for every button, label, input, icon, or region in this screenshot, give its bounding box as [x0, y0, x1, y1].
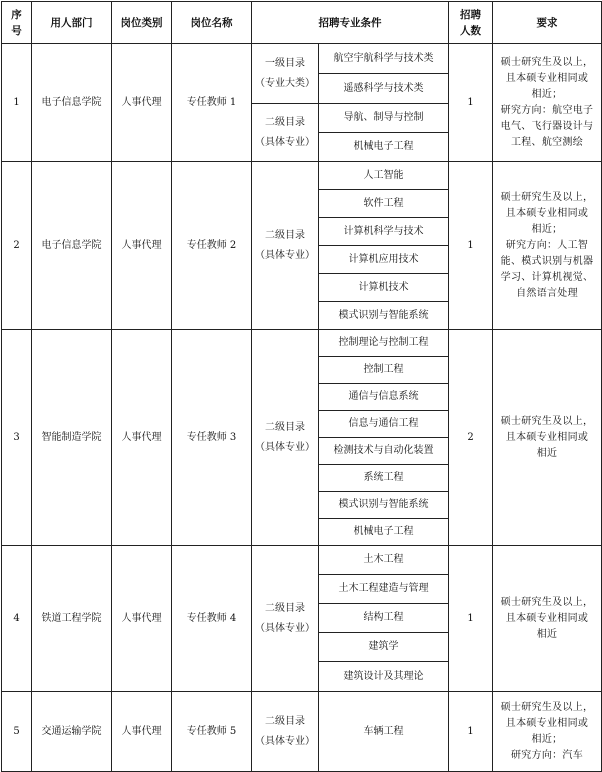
requirement-line: 相近 [536, 447, 558, 459]
dept-cell: 铁道工程学院 [32, 546, 112, 692]
dept-cell: 交通运输学院 [32, 692, 112, 772]
catalog-level-line: 二级目录 [265, 602, 305, 614]
requirement-line: 硕士研究生及以上， [500, 56, 594, 68]
requirement-line: 工程、航空测绘 [510, 136, 584, 148]
major-cell: 遥感科学与技术类 [319, 74, 449, 104]
catalog-level-line: 二级目录 [265, 715, 305, 727]
requirement-line: 研究方向：汽车 [510, 749, 584, 761]
major-cell: 土木工程 [319, 546, 449, 575]
header-requirements: 要求 [493, 2, 602, 44]
catalog-level-cell [252, 104, 319, 162]
requirement-line: 硕士研究生及以上， [500, 415, 594, 427]
header-count: 招聘 人数 [449, 2, 493, 44]
catalog-level-cell [252, 546, 319, 692]
major-cell: 软件工程 [319, 190, 449, 218]
major-cell: 导航、制导与控制 [319, 104, 449, 133]
requirements-cell [493, 44, 602, 162]
major-cell: 建筑学 [319, 633, 449, 662]
position-type-cell: 人事代理 [112, 546, 172, 692]
major-cell: 计算机科学与技术 [319, 218, 449, 246]
catalog-level-line: 一级目录 [265, 57, 305, 69]
dept-cell: 电子信息学院 [32, 44, 112, 162]
position-name-cell: 专任教师 5 [172, 692, 252, 772]
requirement-line: 相近 [536, 628, 558, 640]
major-cell: 人工智能 [319, 162, 449, 190]
requirement-line: 能、模式识别与机器 [500, 255, 594, 267]
header-no: 序 号 [2, 2, 32, 44]
major-cell: 信息与通信工程 [319, 411, 449, 438]
major-cell: 检测技术与自动化装置 [319, 438, 449, 465]
requirement-line: 且本硕专业相同或 [505, 717, 589, 729]
row-number: 2 [2, 162, 32, 330]
header-dept: 用人部门 [32, 2, 112, 44]
major-cell: 机械电子工程 [319, 519, 449, 546]
count-cell: 1 [449, 44, 493, 162]
position-name-cell: 专任教师 2 [172, 162, 252, 330]
catalog-level-line: 二级目录 [265, 229, 305, 241]
header-position-type: 岗位类别 [112, 2, 172, 44]
major-cell: 控制理论与控制工程 [319, 330, 449, 357]
requirement-line: 相近； [531, 223, 563, 235]
major-cell: 结构工程 [319, 604, 449, 633]
major-cell: 计算机技术 [319, 274, 449, 302]
table-row [2, 546, 602, 575]
table-body [2, 44, 602, 772]
count-cell: 1 [449, 162, 493, 330]
requirement-line: 研究方向：人工智 [505, 239, 589, 251]
position-type-cell: 人事代理 [112, 692, 172, 772]
requirements-cell [493, 692, 602, 772]
table-row [2, 162, 602, 190]
catalog-level-line: （具体专业） [255, 136, 315, 148]
catalog-level-line: （具体专业） [255, 735, 315, 747]
major-cell: 车辆工程 [319, 692, 449, 772]
requirement-line: 硕士研究生及以上， [500, 596, 594, 608]
header-position-name: 岗位名称 [172, 2, 252, 44]
position-type-cell: 人事代理 [112, 44, 172, 162]
row-number: 4 [2, 546, 32, 692]
major-cell: 通信与信息系统 [319, 384, 449, 411]
row-number: 5 [2, 692, 32, 772]
catalog-level-line: （具体专业） [255, 249, 315, 261]
catalog-level-cell [252, 692, 319, 772]
requirement-line: 且本硕专业相同或 [505, 612, 589, 624]
requirements-cell [493, 330, 602, 546]
requirement-line: 相近； [531, 88, 563, 100]
dept-cell: 电子信息学院 [32, 162, 112, 330]
requirement-line: 研究方向：航空电子 [500, 104, 594, 116]
count-cell: 1 [449, 546, 493, 692]
requirement-line: 且本硕专业相同或 [505, 207, 589, 219]
catalog-level-line: 二级目录 [265, 116, 305, 128]
row-number: 3 [2, 330, 32, 546]
requirements-cell [493, 162, 602, 330]
major-cell: 计算机应用技术 [319, 246, 449, 274]
catalog-level-cell [252, 330, 319, 546]
recruitment-table [1, 1, 602, 772]
table-row [2, 44, 602, 74]
requirement-line: 硕士研究生及以上， [500, 191, 594, 203]
requirement-line: 相近； [531, 733, 563, 745]
position-name-cell: 专任教师 1 [172, 44, 252, 162]
major-cell: 土木工程建造与管理 [319, 575, 449, 604]
requirement-line: 电气、飞行器设计与 [500, 120, 594, 132]
requirement-line: 且本硕专业相同或 [505, 431, 589, 443]
table-row [2, 330, 602, 357]
position-name-cell: 专任教师 4 [172, 546, 252, 692]
major-cell: 模式识别与智能系统 [319, 302, 449, 330]
position-type-cell: 人事代理 [112, 330, 172, 546]
table-row [2, 692, 602, 772]
row-number: 1 [2, 44, 32, 162]
dept-cell: 智能制造学院 [32, 330, 112, 546]
catalog-level-cell [252, 44, 319, 104]
major-cell: 航空宇航科学与技术类 [319, 44, 449, 74]
major-cell: 模式识别与智能系统 [319, 492, 449, 519]
catalog-level-line: 二级目录 [265, 421, 305, 433]
catalog-level-cell [252, 162, 319, 330]
requirement-line: 学习、计算机视觉、 [500, 271, 594, 283]
position-name-cell: 专任教师 3 [172, 330, 252, 546]
table-header-row [2, 2, 602, 44]
major-cell: 机械电子工程 [319, 133, 449, 162]
major-cell: 控制工程 [319, 357, 449, 384]
catalog-level-line: （具体专业） [255, 622, 315, 634]
count-cell: 2 [449, 330, 493, 546]
requirement-line: 自然语言处理 [516, 287, 578, 299]
position-type-cell: 人事代理 [112, 162, 172, 330]
catalog-level-line: （具体专业） [255, 441, 315, 453]
header-conditions: 招聘专业条件 [252, 2, 449, 44]
requirement-line: 硕士研究生及以上， [500, 701, 594, 713]
requirement-line: 且本硕专业相同或 [505, 72, 589, 84]
major-cell: 系统工程 [319, 465, 449, 492]
major-cell: 建筑设计及其理论 [319, 662, 449, 692]
catalog-level-line: （专业大类） [255, 77, 315, 89]
requirements-cell [493, 546, 602, 692]
count-cell: 1 [449, 692, 493, 772]
